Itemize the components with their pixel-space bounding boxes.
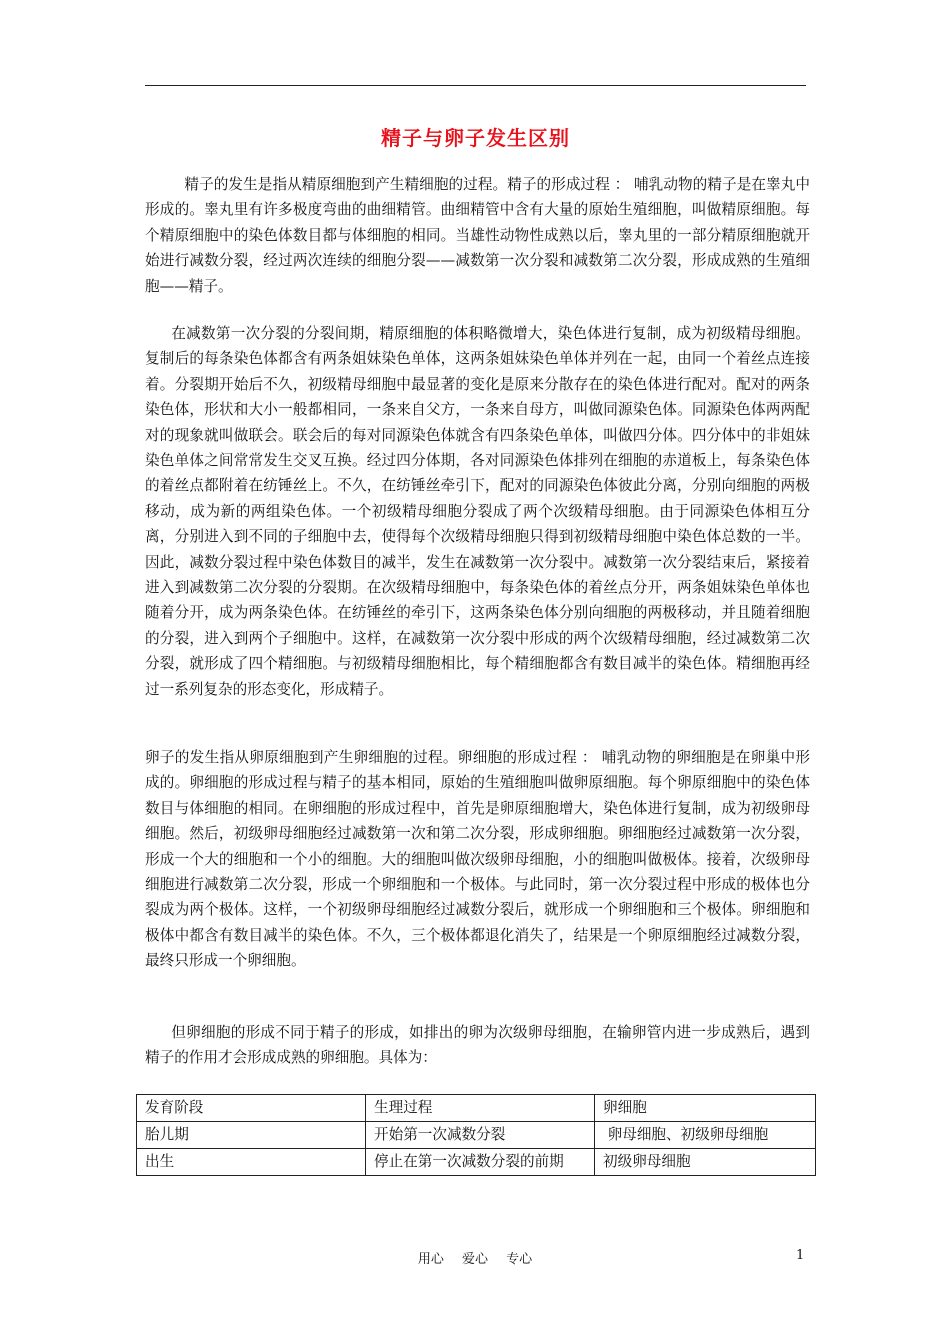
- page-title: 精子与卵子发生区别: [381, 126, 570, 150]
- table-cell: 初级卵母细胞: [595, 1149, 816, 1176]
- paragraph-egg-development: 卵子的发生指从卵原细胞到产生卵细胞的过程。卵细胞的形成过程 ： 哺乳动物的卵细胞是在卵巢中形成的。卵细胞的形成过程与精子的基本相同，原始的生殖细胞叫做卵原细胞。每个卵原细胞中的染色体数目与体细胞的相同。在卵细胞的形成过程中，首先是卵原细胞增大，染色体进行复制，成为初级卵母细胞。然后，初级卵母细胞经过减数第一次和第二次分裂，形成卵细胞。卵细胞经过减数第一次分裂，形成一个大的细胞和一个小的细胞。大的细胞叫做次级卵母细胞，小的细胞叫做极体。接着，次级卵母细胞进行减数第二次分裂，形成一个卵细胞和一个极体。与此同时，第一次分裂过程中形成的极体也分裂成为两个极体。这样，一个初级卵母细胞经过减数分裂后，就形成一个卵细胞和三个极体。卵细胞和极体中都含有数目减半的染色体。不久，三个极体都退化消失了，结果是一个卵原细胞经过减数分裂，最终只形成一个卵细胞。: [145, 749, 810, 970]
- paragraph-sperm-development: 精子的发生是指从精原细胞到产生精细胞的过程。精子的形成过程 ： 哺乳动物的精子是在睾丸中形成的。睾丸里有许多极度弯曲的曲细精管。曲细精管中含有大量的原始生殖细胞，叫做精原细胞。每个精原细胞中的染色体数目都与体细胞的相同。当雄性动物性成熟以后，睾丸里的一部分精原细胞就开始进行减数分裂，经过两次连续的细胞分裂——减数第一次分裂和减数第二次分裂，形成成熟的生殖细胞——精子。: [145, 176, 810, 295]
- table-row: [137, 1122, 816, 1149]
- table-row: [137, 1149, 816, 1176]
- table-cell: 胎儿期: [137, 1122, 366, 1149]
- table-header-row: [137, 1095, 816, 1122]
- table-header-cell: 发育阶段: [137, 1095, 366, 1122]
- table-cell: 卵母细胞、初级卵母细胞: [595, 1122, 816, 1149]
- table-cell: 开始第一次减数分裂: [366, 1122, 595, 1149]
- table-header-cell: 生理过程: [366, 1095, 595, 1122]
- page-number: 1: [796, 1248, 805, 1263]
- development-stage-table: [136, 1094, 816, 1176]
- header-rule: [145, 85, 806, 86]
- table-header-cell: 卵细胞: [595, 1095, 816, 1122]
- paragraph-meiosis-detail: 在减数第一次分裂的分裂间期，精原细胞的体积略微增大，染色体进行复制，成为初级精母细胞。复制后的每条染色体都含有两条姐妹染色单体，这两条姐妹染色单体并列在一起，由同一个着丝点连接着。分裂期开始后不久，初级精母细胞中最显著的变化是原来分散存在的染色体进行配对。配对的两条染色体，形状和大小一般都相同，一条来自父方，一条来自母方，叫做同源染色体。同源染色体两两配对的现象就叫做联会。联会后的每对同源染色体就含有四条染色单体，叫做四分体。四分体中的非姐妹染色单体之间常常发生交叉互换。经过四分体期，各对同源染色体排列在细胞的赤道板上，每条染色体的着丝点都附着在纺锤丝上。不久，在纺锤丝牵引下，配对的同源染色体彼此分离，分别向细胞的两极移动，成为新的两组染色体。一个初级精母细胞分裂成了两个次级精母细胞。由于同源染色体相互分离，分别进入到不同的子细胞中去，使得每个次级精母细胞只得到初级精母细胞中染色体总数的一半。因此，减数分裂过程中染色体数目的减半，发生在减数第一次分裂中。减数第一次分裂结束后，紧接着进入到减数第二次分裂的分裂期。在次级精母细胞中，每条染色体的着丝点分开，两条姐妹染色单体也随着分开，成为两条染色体。在纺锤丝的牵引下，这两条染色体分别向细胞的两极移动，并且随着细胞的分裂，进入到两个子细胞中。这样，在减数第一次分裂中形成的两个次级精母细胞，经过减数第二次分裂，就形成了四个精细胞。与初级精母细胞相比，每个精细胞都含有数目减半的染色体。精细胞再经过一系列复杂的形态变化，形成精子。: [145, 325, 810, 698]
- paragraph-egg-difference: 但卵细胞的形成不同于精子的形成，如排出的卵为次级卵母细胞，在输卵管内进一步成熟后，遇到精子的作用才会形成成熟的卵细胞。具体为：: [145, 1024, 810, 1067]
- footer-motto: 用心 爱心 专心: [417, 1252, 533, 1267]
- table-cell: 出生: [137, 1149, 366, 1176]
- table-cell: 停止在第一次减数分裂的前期: [366, 1149, 595, 1176]
